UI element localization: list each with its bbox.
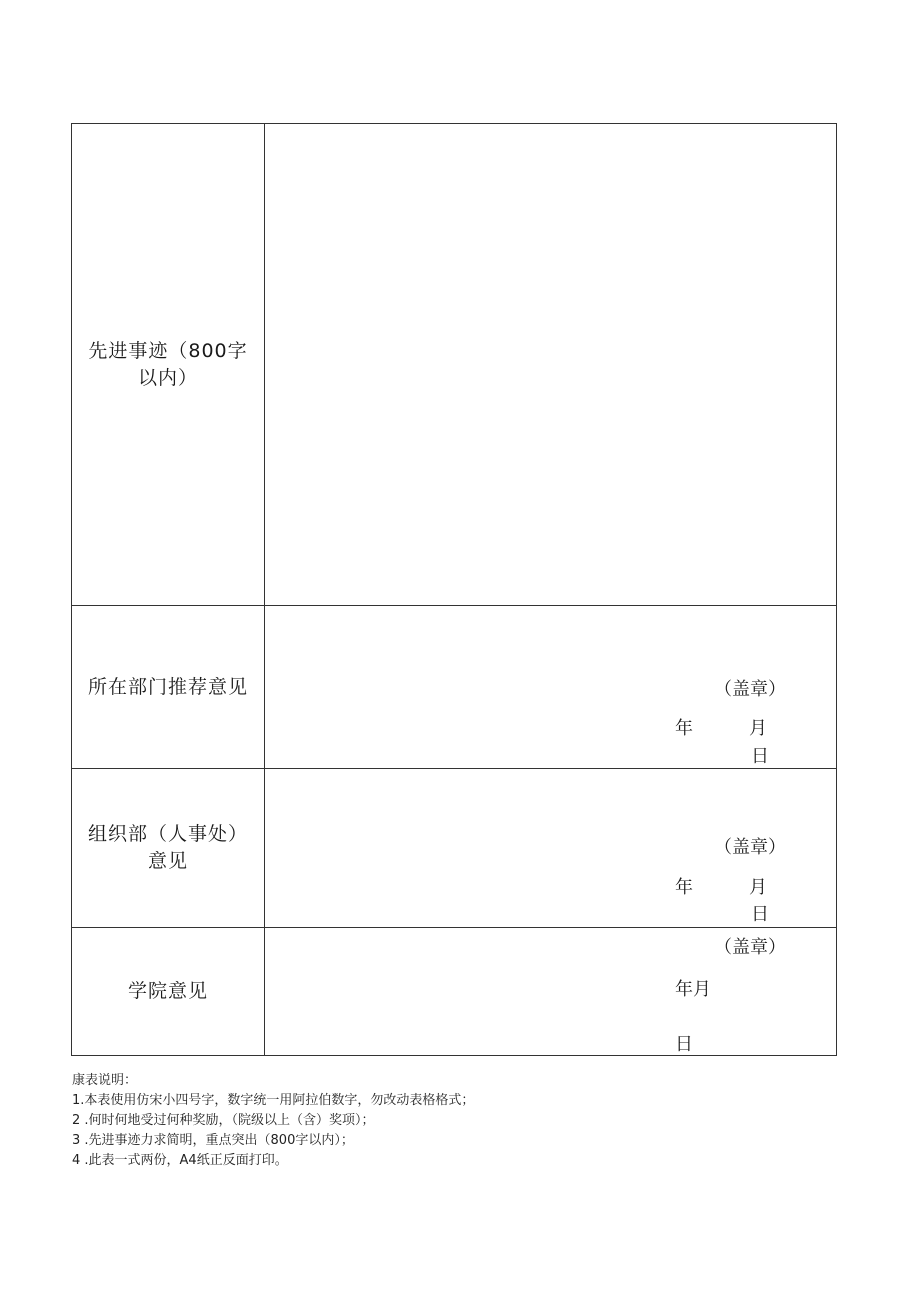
org-dept-row <box>72 768 836 927</box>
org-dept-label-line1: 组织部（人事处） <box>87 823 248 845</box>
college-label: 学院意见 <box>72 928 265 1055</box>
note-item: 4 .此表一式两份，A4纸正反面打印。 <box>72 1153 288 1168</box>
college-opinion-field[interactable] <box>265 928 836 1055</box>
deeds-label-line2: 以内） <box>137 366 198 389</box>
org-dept-seal: （盖章） <box>714 837 786 858</box>
department-seal: （盖章） <box>714 679 786 700</box>
note-item: 3 .先进事迹力求简明，重点突出（800字以内）； <box>72 1133 354 1148</box>
form-notes <box>72 1071 474 1171</box>
note-item: 2 .何时何地受过何种奖励，（院级以上（含）奖项）； <box>72 1113 375 1128</box>
deeds-content-field[interactable] <box>265 124 836 605</box>
department-month: 月 <box>749 718 767 739</box>
department-row <box>72 605 836 768</box>
college-row <box>72 927 836 1055</box>
form-table <box>71 123 837 1056</box>
college-year-month: 年月 <box>675 979 711 1000</box>
college-seal: （盖章） <box>714 937 786 958</box>
college-day: 日 <box>675 1034 693 1055</box>
org-dept-month: 月 <box>749 877 767 898</box>
org-dept-label <box>72 769 265 927</box>
org-dept-label-line2: 意见 <box>147 850 188 872</box>
deeds-label <box>72 124 265 605</box>
org-dept-day: 日 <box>751 904 769 925</box>
org-dept-opinion-field[interactable] <box>265 769 836 927</box>
department-day: 日 <box>751 746 769 767</box>
department-year: 年 <box>675 718 693 739</box>
deeds-label-line1: 先进事迹（800字 <box>88 339 248 362</box>
org-dept-year: 年 <box>675 877 693 898</box>
deeds-row <box>72 124 836 605</box>
note-item: 1.本表使用仿宋小四号字，数字统一用阿拉伯数字，勿改动表格格式； <box>72 1093 475 1108</box>
notes-title: 康表说明： <box>72 1073 138 1088</box>
department-opinion-field[interactable] <box>265 606 836 768</box>
department-label: 所在部门推荐意见 <box>72 606 265 768</box>
